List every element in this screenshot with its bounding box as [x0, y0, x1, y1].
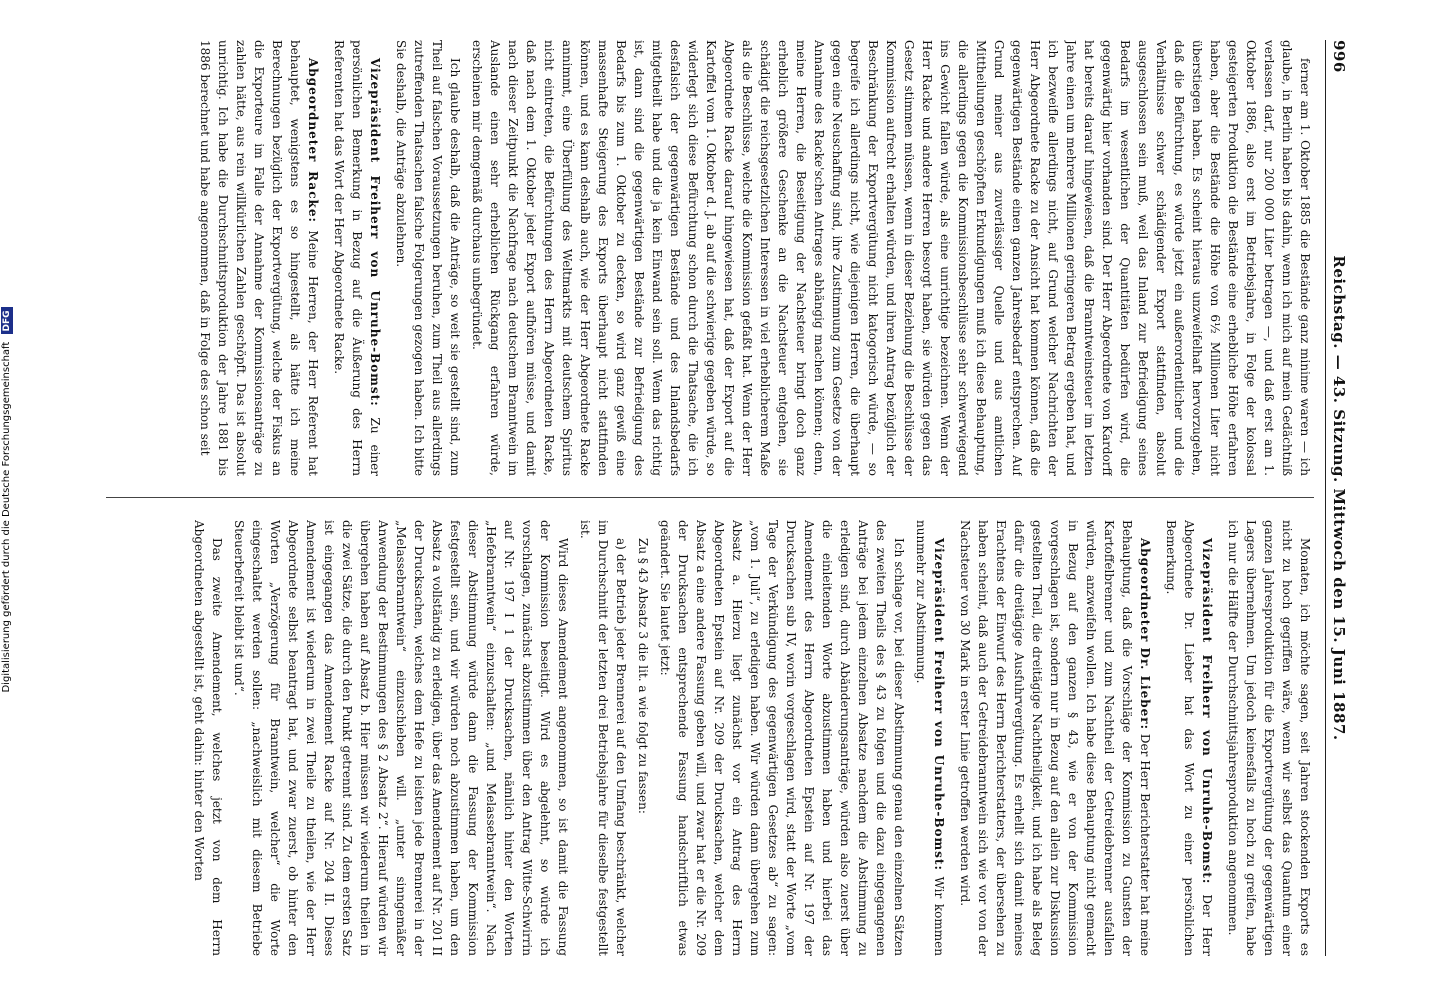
paragraph: Wird dieses Amendement angenommen, so ist damit die Fassung der Kommission beseitigt. Wird es abgelehnt, so würde ich vorschlagen, zunächst abzustimmen über den Antrag Witte-Schwirrin auf Nr. 197 I 1 der Drucksachen, nämlich hinter den Worten „Hefebranntwein“ einzuschalten: „und Melassebranntwein“. Nach dieser Abstimmung würde dann die Fassung der Kommission festgestellt sein, und wir würden noch abzustimmen haben, um den Absatz a vollständig zu erledigen, über das Amendement auf Nr. 201 II der Drucksachen, welches dem Hefe zu leisten jede Brennerei in der „Melassebranntwein“ einzuschieben will. „unter sinngemäßer Anwendung der Bestimmungen des § 2 Absatz 2“. Hierauf würden wir übergehen haben auf Absatz b. Hier müssen wir wiederum theilen in die zwei Sätze, die durch den Punkt getrennt sind. Zu dem ersten Satz ist eingegangen das Amendement Racke auf Nr. 204 II. Dieses Amendement ist wiederum in zwei Theile zu theilen, wie der Herr Abgeordnete selbst beantragt hat, und zwar zuerst, ob hinter den Worten „Verzögerung für Branntwein, welcher“ die Worte eingeschaltet werden sollen: „nachweislich mit diesem Betriebe Steuerbefreit bleibt ist und“.	[232, 520, 570, 956]
speech	[196, 40, 322, 476]
speech	[1162, 520, 1216, 956]
speaker-name: Vizepräsident Freiherr von Unruhe-Bomst:	[932, 538, 946, 871]
speech-text: Wir kommen nunmehr zur Abstimmung.	[914, 520, 946, 956]
credit-text: Digitalisierung gefördert durch die Deutsche Forschungsgemeinschaft	[1, 341, 12, 693]
speech-text: Der Herr Abgeordnete Dr. Lieber hat das Wort zu einer persönlichen Bemerkung.	[1164, 520, 1214, 956]
speech-text: Zu einer persönlichen Bemerkung in Bezug auf die Äußerung des Herrn Referenten hat das Wort der Herr Abgeordnete Racke.	[332, 40, 382, 476]
column-divider	[106, 497, 1314, 498]
digitization-credit	[0, 0, 14, 1000]
paragraph: Das zweite Amendement, welches jetzt von dem Herrn Abgeordneten abgestellt ist, geht dahin: hinter den Worten	[192, 520, 224, 956]
speaker-name: Abgeordneter Racke:	[306, 58, 320, 223]
credit-line	[1, 0, 13, 1000]
speech	[912, 520, 948, 956]
quoted-amendment: Zu § 43 Absatz 3 die lit. a wie folgt zu fassen:	[636, 538, 650, 814]
paragraph: Ich glaube deshalb, daß die Anträge, so weit sie gestellt sind, zum Theil auf falschen Voraussetzungen beruhen, zum Theil aus allerdings zutreffenden Thatsachen falsche Folgerungen gezogen haben. Ich bitte Sie deshalb, die Anträge abzulehnen.	[394, 40, 462, 476]
paragraph: Monaten, ich möchte sagen, seit Jahren stockenden Exports es nicht zu hoch gegriffen wäre, wenn wir selbst das Quantum einer ganzen Jahresproduktion für die Exportvergütung der gegenwärtigen Lagers übernehmen. Um jedoch keinesfalls zu hoch zu greifen, habe ich nur die Hälfte der Durchschnittsjahresproduktion angenommen.	[1226, 520, 1312, 956]
running-title: Reichstag. — 43. Sitzung. Mittwoch den 15. Juni 1887.	[1330, 255, 1348, 741]
page-number: 996	[1330, 40, 1348, 73]
speech-text: Der Herr Berichterstatter hat meine Behauptung, daß die Vorschläge der Kommission zu Gunsten der Kartoffelbrenner und zum Nachtheil der Getreidebrenner ausfallen würden, anzweifeln wollen. Ich habe diese Behauptung nicht gemacht in Bezug auf den ganzen § 43, wie er von der Kommission vorgeschlagen ist, sondern nur in Bezug auf den allein zur Diskussion gestellten Theil, die dreitägige Nachtheiligkeit, und ich habe als Beleg dafür die dreitägige Ausfuhrvergütung. Es erhellt sich damit meines Erachtens der Einwurf des Herrn Berichterstatters, der übersehen zu haben scheint, daß auch der Getreidebranntwein sich wie vor von der Nachsteuer von 30 Mark in erster Linie getroffen werden wird.	[958, 520, 1152, 956]
paragraph: ferner am 1. Oktober 1885 die Bestände ganz minime waren — ich glaube, in Berlin haben bis dahin, wenn ich mich auf mein Gedächtniß verlassen darf, nur 200 000 Liter betragen —, und daß erst am 1. Oktober 1886, also erst im Betriebsjahre, in Folge der kolossal gesteigerten Produktion die Bestände eine erhebliche Höhe erfahren haben, aber die Bestände die Höhe von 6½ Millionen Liter nicht überstiegen haben. Es scheint hieraus unzweifelhaft hervorzugehen, daß die Befürchtung, es würde jetzt ein außerordentlicher und die Verhältnisse schwer schädigender Export stattfinden, absolut ausgeschlossen sein muß, weil das Inland zur Befriedigung seines Bedarfs im wesentlichen der Quantitäten bedürfen wird, die gegenwärtig hier vorhanden sind. Der Herr Abgeordnete von Kardorff hat bereits darauf hingewiesen, daß die Branntweinsteuer im letzten Jahre einen um mehrere Millionen geringeren Betrag ergeben hat, und ich bezweifle allerdings nicht, auf Grund welcher Nachrichten der Herr Abgeordnete Racke zu der Ansicht hat kommen können, daß die gegenwärtigen Bestände einen ganzen Jahresbedarf entsprechen. Auf Grund meiner aus zuverlässiger Quelle und aus amtlichen Mittheilungen geschöpften Erkundigungen muß ich diese Behauptung, die allerdings gegen die Kommissionsbeschlüsse sehr schwerwiegend ins Gewicht fallen würde, als eine unrichtige bezeichnen. Wenn der Herr Racke und andere Herren besorgt haben, sie würden gegen das Gesetz stimmen müssen, wenn in dieser Beziehung die Beschlüsse der Kommission aufrecht erhalten würden, und ihren Antrag bezüglich der Beschränkung der Exportvergütung nicht katogorisch würde, — so begreife ich allerdings nicht, wie diejenigen Herren, die überhaupt gegen eine Neuschaffung sind, ihre Zustimmung zum Gesetze von der Annahme des Racke'schen Antrages abhängig machen können; denn, meine Herren, die Beseitigung der Nachsteuer bringt doch ganz erheblich größere Geschenke an die Nachsteuer entgehen, sie schädigt die reichsgesetzlichen Interessen in viel erheblicherem Maße als die Beschlüsse, welche die Kommission gefaßt hat. Wenn der Herr Abgeordnete Racke darauf hingewiesen hat, daß der Export auf die Kartoffel vom 1. Oktober d. J. ab auf die schwierige gegeben würde, so widerlegt sich diese Befürchtung schon durch die Thatsache, die ich desfalsich der gegenwärtigen Bestände und des Inlandsbedarfs mitgetheilt habe und die ja kein Einwand sein soll. Wenn das richtig ist, dann sind die gegenwärtigen Bestände zur Befriedigung des Bedarfs bis zum 1. Oktober zu decken, so wird ganz gewiß eine massenhafte Steigerung des Exports überhaupt nicht stattfinden können, und es kann deshalb auch, wie der Herr Abgeordnete Racke annimmt, eine Überfüllung des Weltmarkts mit deutschem Spiritus nicht eintreten, die Befürchtungen des Herrn Abgeordneten Racke, daß nach dem 1. Oktober jeder Export aufhören müsse, und damit nach dieser Zeitpunkt die Nachfrage nach deutschem Branntwein im Auslande einen sehr erheblichen Rückgang erfahren würde, erscheinen mir demgemäß durchaus unbegründet.	[470, 40, 1312, 476]
speaker-name: Vizepräsident Freiherr von Unruhe-Bomst:	[368, 58, 382, 407]
quoted-amendment: a) der Betrieb jeder Brennerei auf den Umfang beschränkt, welcher im Durchschnitt der letzten drei Betriebsjahre für dieselbe festgestellt ist.	[578, 520, 628, 956]
speech	[330, 40, 384, 476]
speaker-name: Abgeordneter Dr. Lieber:	[1138, 538, 1152, 731]
left-column	[106, 40, 1314, 476]
paragraph: Ich schlage vor, bei dieser Abstimmung genau den einzelnen Sätzen des zweiten Theils des § 43 zu folgen und die dazu eingegangenen Anträge bei jedem einzelnen Absatze nachdem die Abstimmung zu erledigen sind, durch Abänderungsanträge, würden also zuerst über die einleitenden Worte abzustimmen haben und hierbei das Amendement des Herrn Abgeordneten Epstein auf Nr. 197 der Drucksachen sub IV, worin vorgeschlagen wird, statt der Worte „vom Tage der Verkündigung des gegenwärtigen Gesetzes ab“ zu sagen: „vom 1. Juli“, zu erledigen haben. Wir würden dann übergehen zum Absatz a. Hierzu liegt zunächst vor ein Antrag des Herrn Abgeordneten Epstein auf Nr. 209 der Drucksachen, welcher dem Absatz a eine andere Fassung geben will, und zwar hat er die Nr. 209 der Drucksachen entsprechende Fassung handschriftlich etwas geändert. Sie lautet jetzt:	[658, 520, 906, 956]
speaker-name: Vizepräsident Freiherr von Unruhe-Bomst:	[1200, 538, 1214, 885]
right-column	[106, 520, 1314, 956]
dfg-logo-icon: DFG	[1, 307, 13, 334]
page-header	[1325, 40, 1352, 956]
document-page	[66, 0, 1366, 996]
speech-text: Meine Herren, der Herr Referent hat behauptet, wenigstens es so hingestellt, als hätte ich meine Berechnungen bezüglich der Exportvergütung, welche der Fiskus an die Exporteure im Falle der Annahme der Kommissionsanträge zu zahlen hätte, aus rein willkürlichen Zahlen geschöpft. Das ist absolut unrichtig. Ich habe die Durchschnittsproduktion der Jahre 1881 bis 1886 berechnet und habe angenommen, daß in Folge des schon seit	[198, 40, 320, 476]
speech	[956, 520, 1154, 956]
